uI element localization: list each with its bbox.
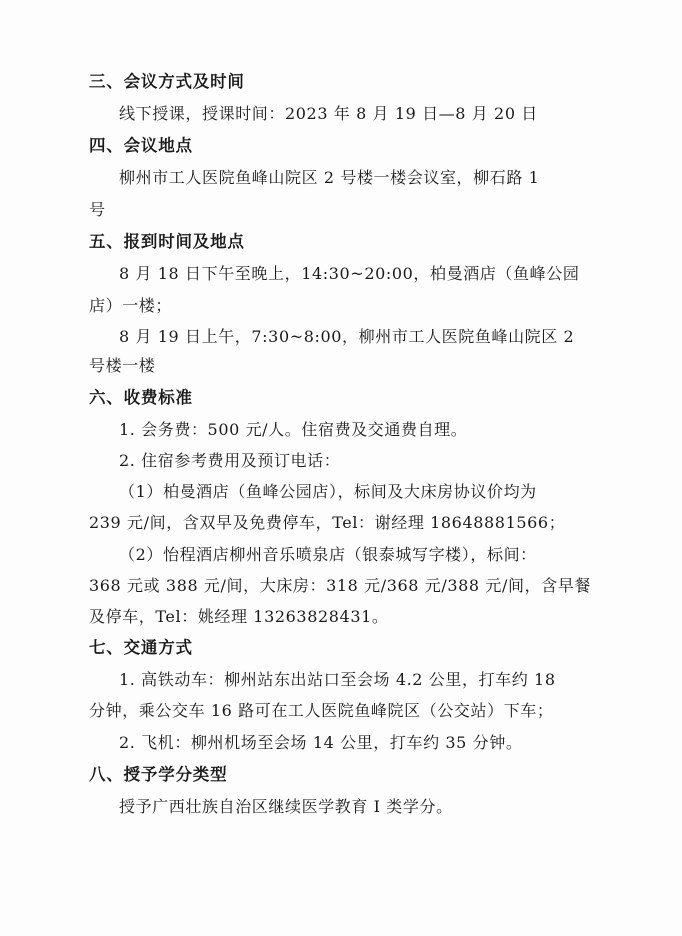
section-heading-meeting-format: 三、会议方式及时间 xyxy=(89,72,245,91)
text-line: 368 元或 388 元/间，大床房：318 元/368 元/388 元/间，含早餐 xyxy=(89,576,591,595)
text-line: 店）一楼； xyxy=(89,296,173,315)
text-line: 分钟，乘公交车 16 路可在工人医院鱼峰院区（公交站）下车； xyxy=(89,701,554,720)
text-line: 2. 住宿参考费用及预订电话： xyxy=(119,451,341,470)
text-line: 1. 高铁动车：柳州站东出站口至会场 4.2 公里，打车约 18 xyxy=(119,670,556,689)
text-line: 239 元/间，含双早及免费停车，Tel：谢经理 18648881566； xyxy=(89,513,566,532)
section-heading-registration: 五、报到时间及地点 xyxy=(89,232,245,251)
text-line: （2）怡程酒店柳州音乐喷泉店（银泰城写字楼），标间： xyxy=(119,545,537,564)
text-line: 8 月 19 日上午，7:30~8:00，柳州市工人医院鱼峰山院区 2 xyxy=(119,327,575,346)
text-line: 2. 飞机：柳州机场至会场 14 公里，打车约 35 分钟。 xyxy=(119,733,523,752)
text-line: 线下授课，授课时间：2023 年 8 月 19 日—8 月 20 日 xyxy=(119,104,538,123)
text-line: 号楼一楼 xyxy=(89,356,156,375)
section-heading-meeting-location: 四、会议地点 xyxy=(89,136,193,155)
section-heading-fees: 六、收费标准 xyxy=(89,388,193,407)
text-line: 授予广西壮族自治区继续医学教育 I 类学分。 xyxy=(119,797,453,816)
text-line: 1. 会务费：500 元/人。住宿费及交通费自理。 xyxy=(119,420,468,439)
text-line: （1）柏曼酒店（鱼峰公园店），标间及大床房协议价均为 xyxy=(119,482,537,501)
text-line: 及停车，Tel：姚经理 13263828431。 xyxy=(89,607,389,626)
text-line: 号 xyxy=(89,200,106,219)
text-line: 柳州市工人医院鱼峰山院区 2 号楼一楼会议室，柳石路 1 xyxy=(119,168,540,187)
text-line: 8 月 18 日下午至晚上，14:30~20:00，柏曼酒店（鱼峰公园 xyxy=(119,264,580,283)
section-heading-credits: 八、授予学分类型 xyxy=(89,765,228,784)
section-heading-transportation: 七、交通方式 xyxy=(89,638,193,657)
